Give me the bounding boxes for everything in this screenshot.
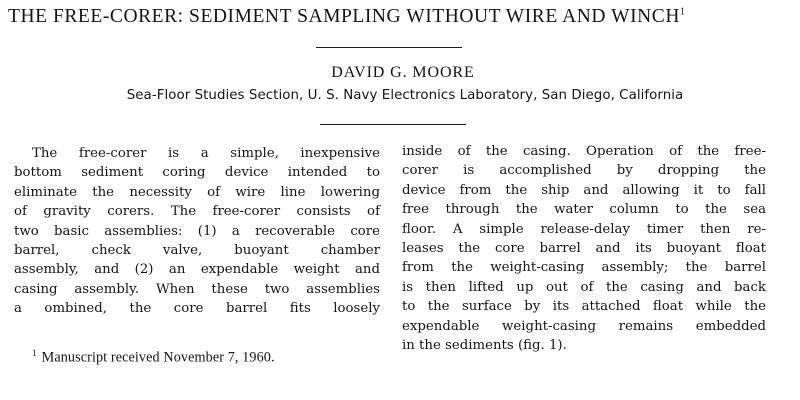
- article-title-text: THE FREE-CORER: SEDIMENT SAMPLING WITHOUT WIRE AND WINCH: [8, 6, 680, 27]
- body-line: assembly, and (2) an expendable weight and: [14, 262, 380, 278]
- body-line: eliminate the necessity of wire line lowering: [14, 184, 380, 200]
- body-column-left: [14, 144, 380, 319]
- body-line: floor. A simple release-delay timer then re-: [402, 221, 766, 237]
- body-line: is then lifted up out of the casing and back: [402, 279, 766, 295]
- article-title: [8, 6, 798, 28]
- body-line: to the surface by its attached float while the: [402, 299, 766, 315]
- header-divider-rule: [320, 124, 466, 125]
- author-name: DAVID G. MOORE: [331, 64, 475, 81]
- title-divider-rule: [316, 47, 462, 48]
- author-affiliation: Sea-Floor Studies Section, U. S. Navy Electronics Laboratory, San Diego, California: [126, 88, 684, 103]
- body-line: from the weight-casing assembly; the barrel: [402, 260, 766, 276]
- body-line: expendable weight-casing remains embedded: [402, 318, 766, 334]
- footnote-mark: 1: [32, 348, 37, 358]
- footnote: [32, 348, 352, 367]
- title-footnote-mark: 1: [679, 6, 685, 18]
- body-line: device from the ship and allowing it to fall: [402, 182, 766, 198]
- body-line: in the sediments (fig. 1).: [402, 338, 567, 354]
- body-line: barrel, check valve, buoyant chamber: [14, 243, 380, 259]
- body-line: inside of the casing. Operation of the free-: [402, 144, 766, 159]
- body-column-right: [402, 142, 766, 355]
- body-line: free through the water column to the sea: [402, 202, 766, 218]
- body-line: bottom sediment coring device intended to: [14, 165, 380, 181]
- body-line: casing assembly. When these two assemblies: [14, 281, 380, 297]
- body-line: two basic assemblies: (1) a recoverable core: [14, 223, 380, 239]
- body-line: a ombined, the core barrel fits loosely: [14, 301, 380, 317]
- body-line: The free-corer is a simple, inexpensive: [32, 146, 380, 161]
- body-line: corer is accomplished by dropping the: [402, 163, 766, 179]
- footnote-text: Manuscript received November 7, 1960.: [41, 349, 275, 366]
- body-line: of gravity corers. The free-corer consists of: [14, 204, 380, 220]
- body-line: leases the core barrel and its buoyant float: [402, 241, 766, 257]
